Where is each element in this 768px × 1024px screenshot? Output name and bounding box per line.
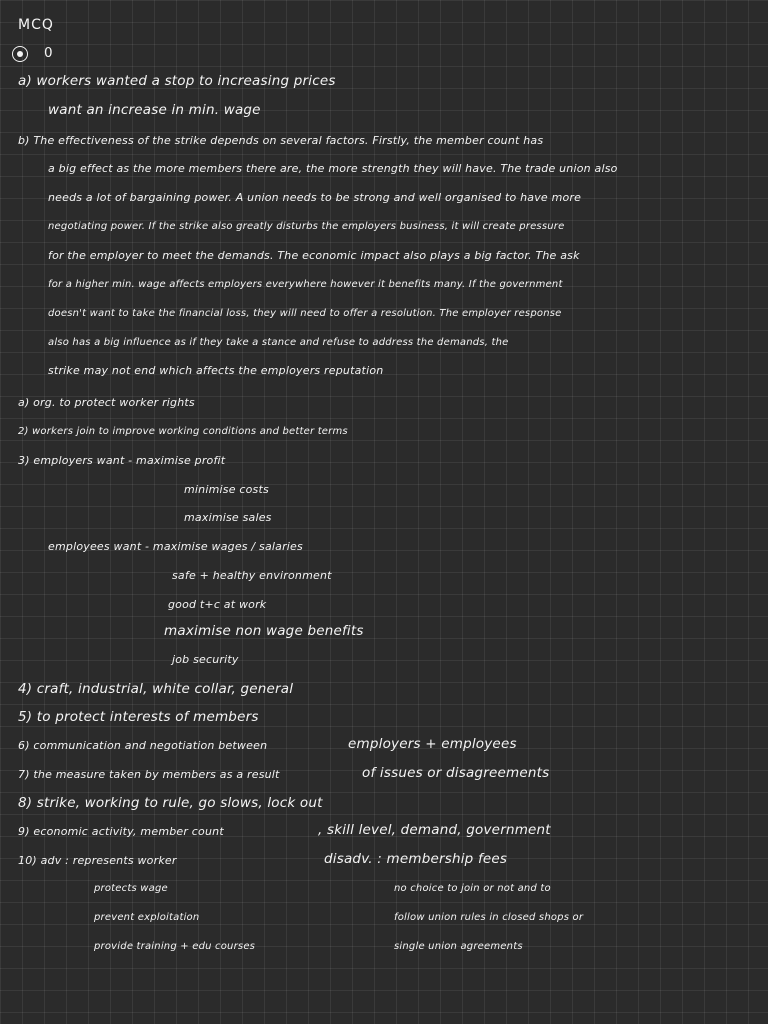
answer-b-line: also has a big influence as if they take a stance and refuse to address the demands, the [48,337,509,348]
list-item: 5) to protect interests of members [18,709,259,725]
list-item: minimise costs [184,483,269,496]
question-number: 0 [44,45,53,61]
list-item: a) org. to protect worker rights [18,396,195,409]
list-item: employers + employees [348,736,517,752]
answer-b-line: doesn't want to take the financial loss, they will need to offer a resolution. The employer response [48,308,562,319]
page-title: MCQ [18,17,54,33]
answer-b-line: negotiating power. If the strike also greatly disturbs the employers business, it will create pressure [48,221,565,232]
list-item: 4) craft, industrial, white collar, general [18,681,294,697]
list-item: job security [172,653,239,666]
answer-a-line1: a) workers wanted a stop to increasing prices [18,73,336,89]
answer-b-line: for the employer to meet the demands. The economic impact also plays a big factor. The ask [48,249,580,262]
list-item: follow union rules in closed shops or [394,912,584,923]
answer-b-line: needs a lot of bargaining power. A union needs to be strong and well organised to have more [48,191,582,204]
list-item: single union agreements [394,941,523,952]
answer-b-line: b) The effectiveness of the strike depends on several factors. Firstly, the member count has [18,134,544,147]
list-item: employees want - maximise wages / salaries [48,540,303,553]
list-item: good t+c at work [168,598,267,611]
list-item: 10) adv : represents worker [18,854,177,867]
list-item: disadv. : membership fees [324,851,508,867]
circled-number-icon [12,46,28,62]
list-item: safe + healthy environment [172,569,332,582]
list-item: provide training + edu courses [94,941,256,952]
list-item: 2) workers join to improve working conditions and better terms [18,426,348,437]
answer-b-line: strike may not end which affects the employers reputation [48,364,384,377]
list-item: protects wage [94,883,168,894]
list-item: 3) employers want - maximise profit [18,454,226,467]
list-item: 9) economic activity, member count [18,825,224,838]
list-item: prevent exploitation [94,912,200,923]
list-item: maximise non wage benefits [164,623,364,639]
list-item: , skill level, demand, government [318,822,551,838]
answer-b-line: for a higher min. wage affects employers everywhere however it benefits many. If the government [48,279,563,290]
list-item: of issues or disagreements [362,765,550,781]
list-item: 8) strike, working to rule, go slows, lock out [18,795,323,811]
list-item: no choice to join or not and to [394,883,551,894]
list-item: 6) communication and negotiation between [18,739,268,752]
answer-a-line2: want an increase in min. wage [48,102,261,118]
list-item: 7) the measure taken by members as a result [18,768,280,781]
answer-b-line: a big effect as the more members there are, the more strength they will have. The trade union also [48,162,618,175]
list-item: maximise sales [184,511,272,524]
